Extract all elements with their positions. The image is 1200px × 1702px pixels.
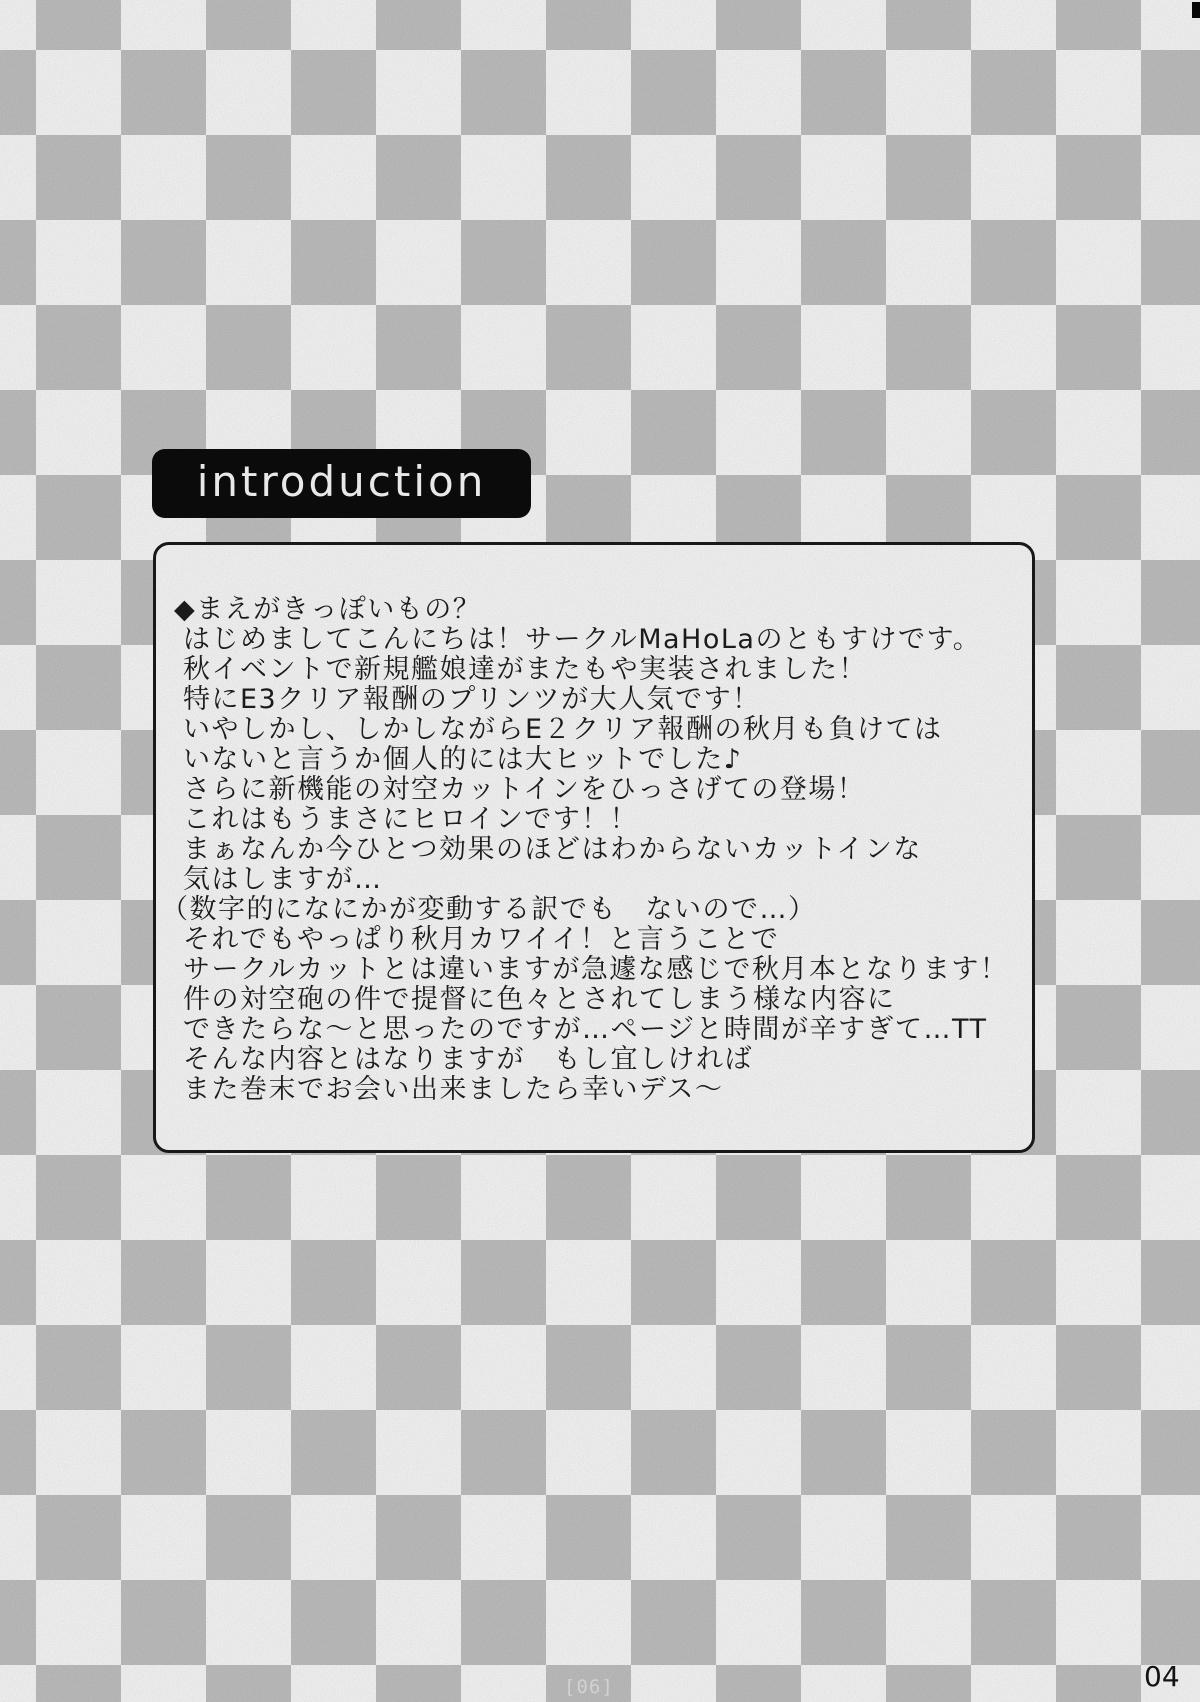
foreword-line: 特にE3クリア報酬のプリンツが大人気です！ [183, 684, 761, 715]
foreword-line: いやしかし、しかしながらE２クリア報酬の秋月も負けては [183, 714, 943, 745]
foreword-line: これはもうまさにヒロインです！！ [183, 804, 639, 835]
foreword-line: それでもやっぱり秋月カワイイ！と言うことで [183, 924, 780, 955]
foreword-line: はじめましてこんにちは！サークルMaHoLaのともすけです。 [183, 624, 982, 655]
foreword-line: 秋イベントで新規艦娘達がまたもや実装されました！ [183, 654, 867, 685]
foreword-text-box [153, 542, 1035, 1153]
foreword-line: 気はしますが… [183, 864, 383, 895]
foreword-line: いないと言うか個人的には大ヒットでした♪ [183, 744, 743, 775]
foreword-line: 件の対空砲の件で提督に色々とされてしまう様な内容に [183, 984, 896, 1015]
foreword-line: まぁなんか今ひとつ効果のほどはわからないカットインな [183, 834, 922, 865]
corner-page-number: 04 [1144, 1660, 1180, 1693]
center-page-marker: [06] [564, 1676, 614, 1698]
foreword-line: また巻末でお会い出来ましたら幸いデス～ [183, 1074, 724, 1105]
section-title-text: introduction [196, 457, 487, 506]
scan-edge-mark [1192, 2, 1200, 18]
foreword-line: できたらな～と思ったのですが…ページと時間が辛すぎて…TT [183, 1014, 988, 1045]
foreword-heading: ◆まえがきっぽいもの？ [174, 594, 482, 625]
foreword-line: サークルカットとは違いますが急遽な感じで秋月本となります！ [183, 954, 1009, 985]
foreword-line: さらに新機能の対空カットインをひっさげての登場！ [183, 774, 866, 805]
foreword-line: そんな内容とはなりますが もし宜しければ [183, 1044, 753, 1075]
section-title-badge [152, 449, 531, 518]
foreword-line: （数字的になにかが変動する訳でも ないので…） [161, 894, 817, 925]
